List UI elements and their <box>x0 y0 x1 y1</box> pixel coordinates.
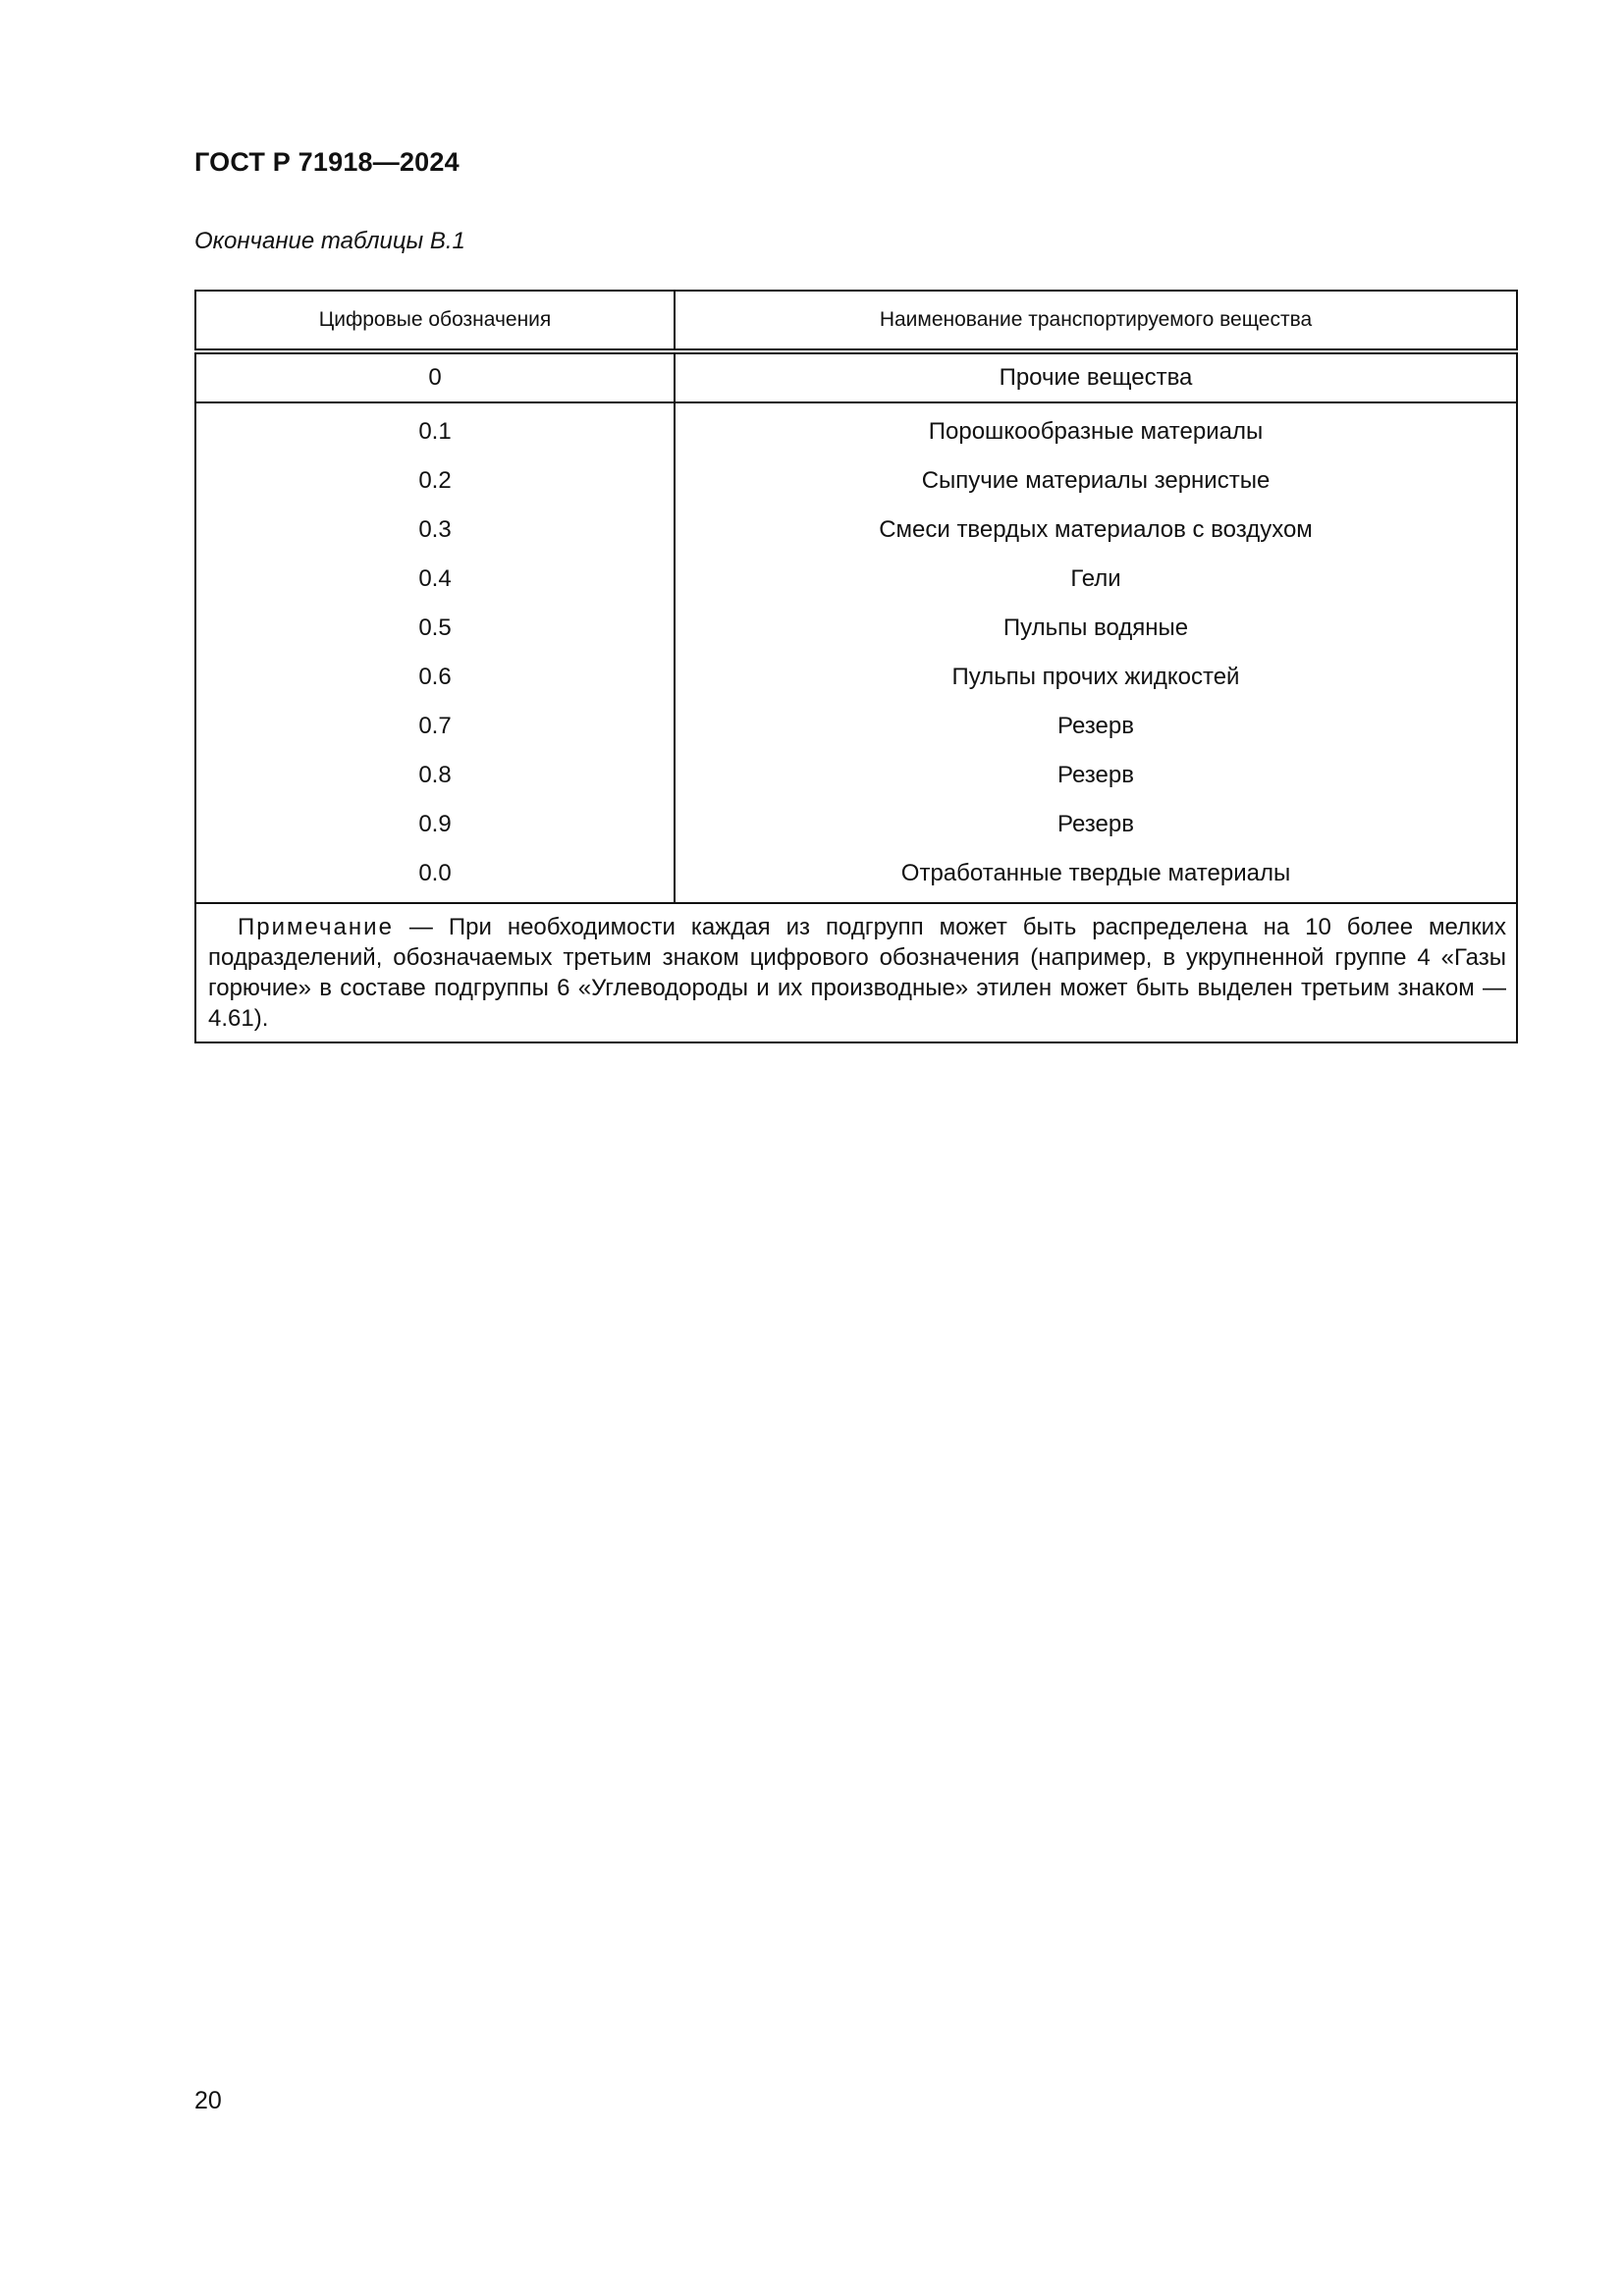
cell-code: 0.6 <box>195 653 675 702</box>
cell-name: Резерв <box>675 751 1517 800</box>
table-note-row <box>195 903 1517 1042</box>
table-row <box>195 604 1517 653</box>
column-header-name: Наименование транспортируемого вещества <box>675 291 1517 351</box>
cell-code: 0.1 <box>195 402 675 456</box>
table-row <box>195 800 1517 849</box>
cell-code: 0.9 <box>195 800 675 849</box>
cell-name: Порошкообразные материалы <box>675 402 1517 456</box>
cell-name: Гели <box>675 555 1517 604</box>
cell-code: 0.3 <box>195 506 675 555</box>
note-label: Примечание <box>238 914 394 940</box>
cell-name: Прочие вещества <box>675 351 1517 402</box>
cell-name: Смеси твердых материалов с воздухом <box>675 506 1517 555</box>
cell-name: Сыпучие материалы зернистые <box>675 456 1517 506</box>
table-row <box>195 751 1517 800</box>
table-header-row <box>195 291 1517 351</box>
cell-name: Пульпы прочих жидкостей <box>675 653 1517 702</box>
table-row <box>195 702 1517 751</box>
table-row <box>195 849 1517 903</box>
cell-code: 0 <box>195 351 675 402</box>
cell-name: Отработанные твердые материалы <box>675 849 1517 903</box>
table-note <box>195 903 1517 1042</box>
note-text: — При необходимости каждая из подгрупп может быть распределена на 10 более мелких подразделений, обозначаемых третьим знаком цифрового обозначения (например, в укрупненной группе 4 «Газы горючие» в составе подгруппы 6 «Углеводороды и их производные» этилен может быть выделен третьим знаком — 4.61). <box>208 914 1506 1032</box>
table-caption: Окончание таблицы В.1 <box>194 228 465 254</box>
cell-code: 0.8 <box>195 751 675 800</box>
cell-name: Резерв <box>675 702 1517 751</box>
cell-code: 0.5 <box>195 604 675 653</box>
table-row <box>195 402 1517 456</box>
substances-table <box>194 290 1518 1043</box>
table-row <box>195 456 1517 506</box>
column-header-code: Цифровые обозначения <box>195 291 675 351</box>
cell-code: 0.7 <box>195 702 675 751</box>
cell-code: 0.0 <box>195 849 675 903</box>
cell-name: Резерв <box>675 800 1517 849</box>
page-number: 20 <box>194 2087 222 2114</box>
cell-name: Пульпы водяные <box>675 604 1517 653</box>
cell-code: 0.2 <box>195 456 675 506</box>
table-row-group <box>195 351 1517 402</box>
document-code: ГОСТ Р 71918—2024 <box>194 147 460 177</box>
cell-code: 0.4 <box>195 555 675 604</box>
table-row <box>195 506 1517 555</box>
table-row <box>195 653 1517 702</box>
table-row <box>195 555 1517 604</box>
